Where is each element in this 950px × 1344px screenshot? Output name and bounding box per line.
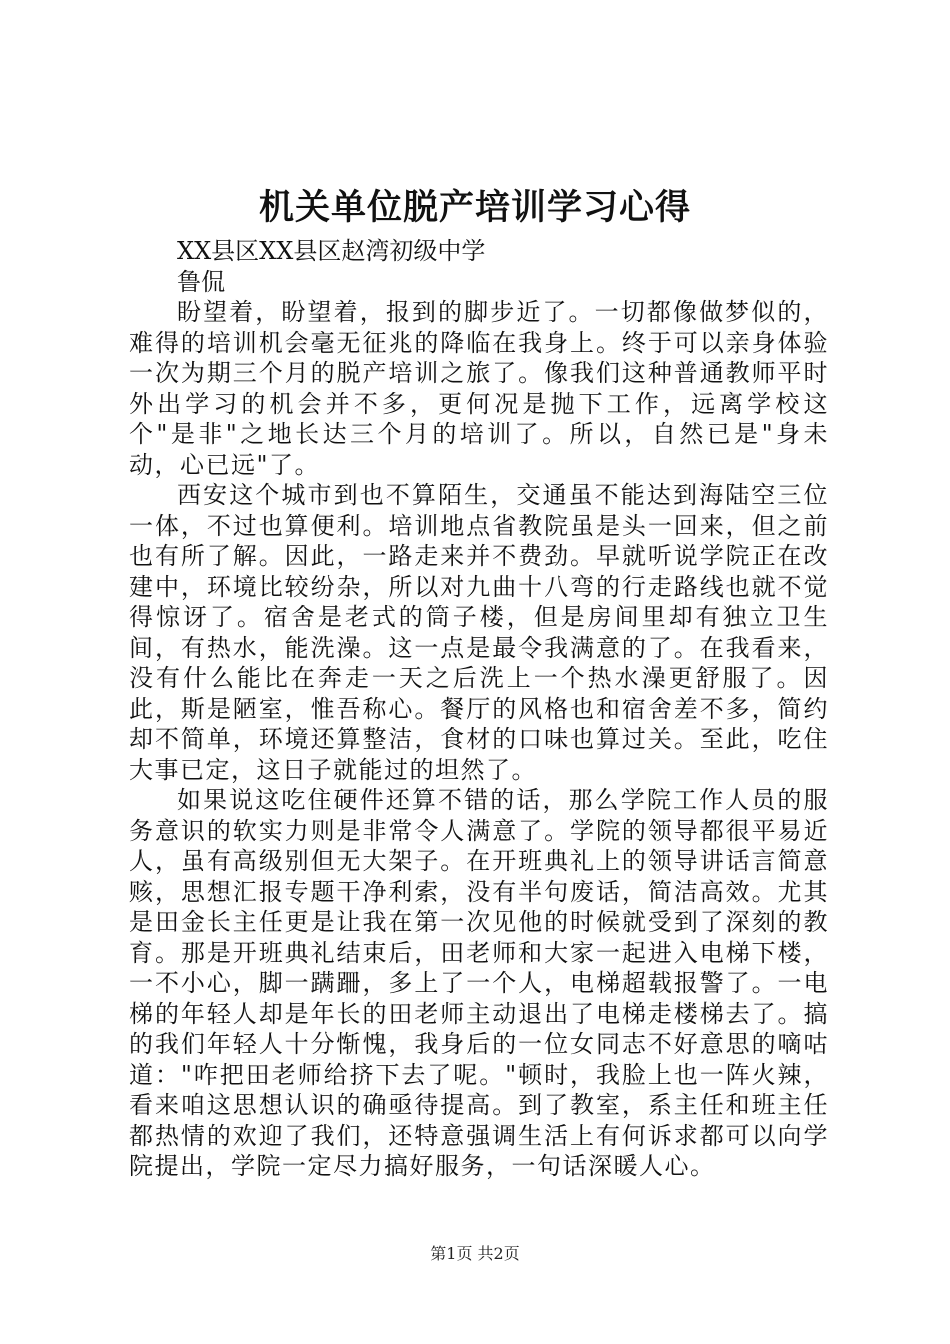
author-line: 鲁侃: [177, 267, 225, 296]
paragraph: 盼望着，盼望着，报到的脚步近了。一切都像做梦似的，难得的培训机会毫无征兆的降临在我身上。终于可以亲身体验一次为期三个月的脱产培训之旅了。像我们这种普通教师平时外出学习的机会并不多，更何况是抛下工作，远离学校这个"是非"之地长达三个月的培训了。所以，自然已是"身未动，心已远"了。: [129, 298, 829, 479]
document-body: [129, 236, 829, 1182]
page-footer: 第1页 共2页: [430, 1244, 520, 1263]
paragraph: 西安这个城市到也不算陌生，交通虽不能达到海陆空三位一体，不过也算便利。培训地点省教院虽是头一回来，但之前也有所了解。因此，一路走来并不费劲。早就听说学院正在改建中，环境比较纷杂，所以对九曲十八弯的行走路线也就不觉得惊讶了。宿舍是老式的筒子楼，但是房间里却有独立卫生间，有热水，能洗澡。这一点是最令我满意的了。在我看来，没有什么能比在奔走一天之后洗上一个热水澡更舒服了。因此，斯是陋室，惟吾称心。餐厅的风格也和宿舍差不多，简约却不简单，环境还算整洁，食材的口味也算过关。至此，吃住大事已定，这日子就能过的坦然了。: [129, 481, 829, 784]
school-line: XX县区XX县区赵湾初级中学: [177, 237, 486, 265]
paragraph: 如果说这吃住硬件还算不错的话，那么学院工作人员的服务意识的软实力则是非常令人满意了。学院的领导都很平易近人，虽有高级别但无大架子。在开班典礼上的领导讲话言简意赅，思想汇报专题干净利索，没有半句废话，简洁高效。尤其是田金长主任更是让我在第一次见他的时候就受到了深刻的教育。那是开班典礼结束后，田老师和大家一起进入电梯下楼，一不小心，脚一蹒跚，多上了一个人，电梯超载报警了。一电梯的年轻人却是年长的田老师主动退出了电梯走楼梯去了。搞的我们年轻人十分惭愧，我身后的一位女同志不好意思的嘀咕道："咋把田老师给挤下去了呢。"顿时，我脸上也一阵火辣，看来咱这思想认识的确亟待提高。到了教室，系主任和班主任都热情的欢迎了我们，还特意强调生活上有何诉求都可以向学院提出，学院一定尽力搞好服务，一句话深暖人心。: [129, 786, 829, 1180]
document-title: 机关单位脱产培训学习心得: [258, 187, 691, 228]
